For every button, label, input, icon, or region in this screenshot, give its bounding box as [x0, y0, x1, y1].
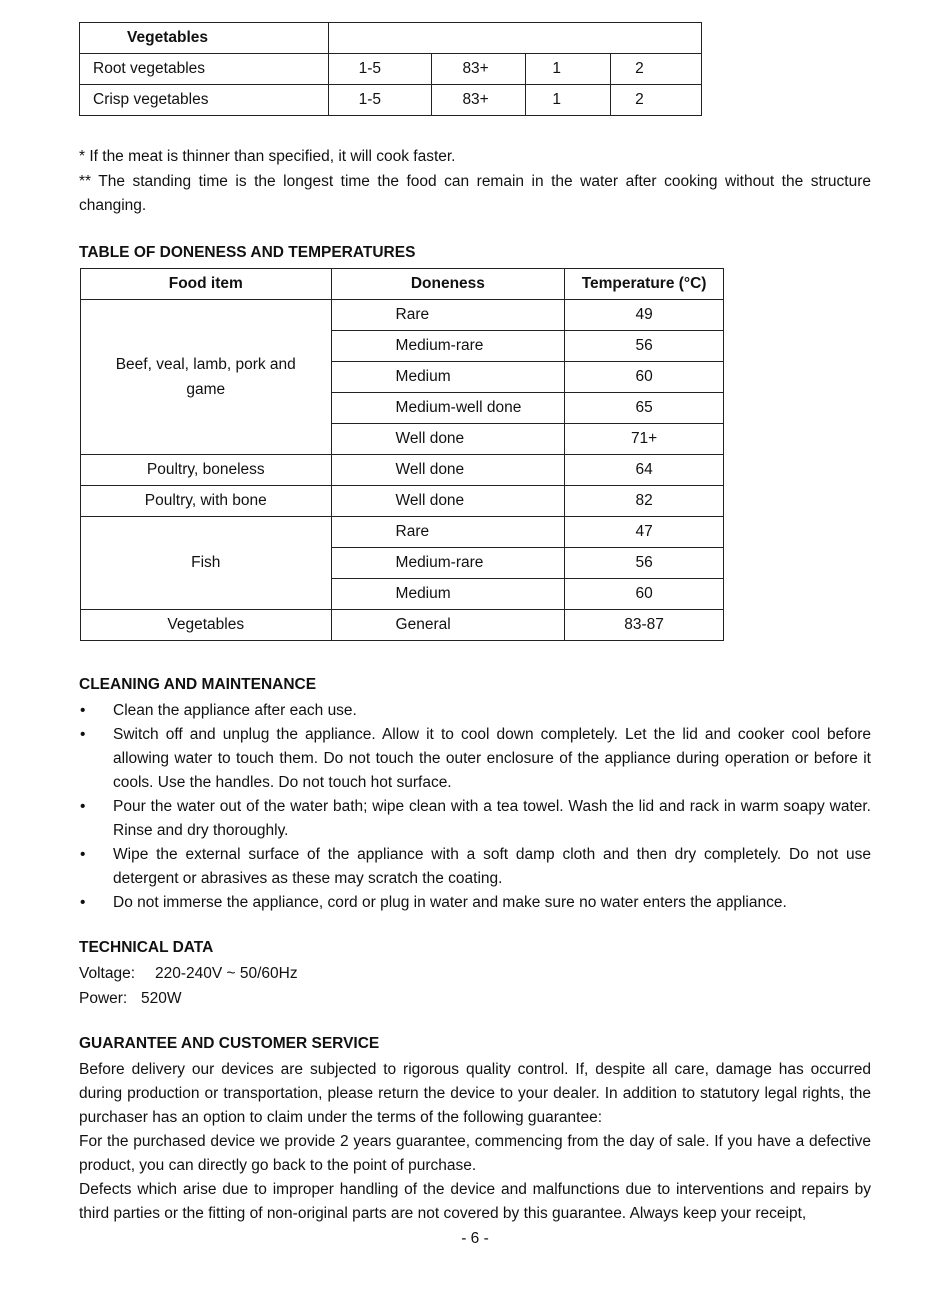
list-item — [79, 795, 871, 843]
header-food-item: Food item — [81, 269, 332, 300]
food-item: Poultry, boneless — [81, 455, 332, 486]
vegetables-header: Vegetables — [80, 23, 329, 54]
cleaning-heading: CLEANING AND MAINTENANCE — [79, 676, 317, 693]
doneness-cell: Medium — [331, 362, 565, 393]
list-item — [79, 891, 871, 915]
empty-cell — [328, 23, 701, 54]
page-number: - 6 - — [461, 1230, 489, 1247]
guarantee-heading: GUARANTEE AND CUSTOMER SERVICE — [79, 1035, 380, 1052]
table-row — [81, 300, 724, 331]
list-item — [79, 843, 871, 891]
cell: 83+ — [432, 85, 526, 116]
power-label: Power: — [79, 989, 128, 1007]
list-item-text: Pour the water out of the water bath; wipe clean with a tea towel. Wash the lid and rack in warm soapy water. Rinse and dry thoroughly. — [113, 798, 871, 839]
paragraph: Before delivery our devices are subjected to rigorous quality control. If, despite all care, damage has occurred during production or transportation, please return the device to your dealer. In addition to statutory legal rights, the purchaser has an option to claim under the terms of the following guarantee: — [79, 1061, 871, 1126]
paragraph: Defects which arise due to improper handling of the device and malfunctions due to interventions and repairs by third parties or the fitting of non-original parts are not covered by this guarantee. Always keep your receipt, — [79, 1181, 871, 1222]
food-item: Fish — [81, 517, 332, 610]
food-item: Vegetables — [81, 610, 332, 641]
row-name: Root vegetables — [80, 54, 329, 85]
list-item-text: Switch off and unplug the appliance. Allow it to cool down completely. Let the lid and cooker cool before allowing water to touch them. Do not touch the outer enclosure of the appliance during operation or before it cools. Use the handles. Do not touch hot surface. — [113, 726, 871, 791]
cell: 1 — [526, 85, 611, 116]
cell: 1 — [526, 54, 611, 85]
table-header-row — [81, 269, 724, 300]
technical-heading: TECHNICAL DATA — [79, 939, 214, 956]
technical-data — [79, 962, 298, 1011]
list-item-text: Clean the appliance after each use. — [113, 702, 357, 719]
doneness-cell: Well done — [331, 424, 565, 455]
doneness-heading: TABLE OF DONENESS AND TEMPERATURES — [79, 244, 416, 261]
doneness-cell: Well done — [331, 486, 565, 517]
bullet-icon: • — [80, 894, 86, 911]
voltage-label: Voltage: — [79, 965, 136, 982]
list-item — [79, 699, 871, 723]
temperature-cell: 60 — [565, 362, 724, 393]
table-row — [81, 610, 724, 641]
list-item-text: Wipe the external surface of the appliance with a soft damp cloth and then dry completely. Do not use detergent or abrasives as these may scratch the coating. — [113, 846, 871, 887]
header-doneness: Doneness — [331, 269, 565, 300]
food-item: Poultry, with bone — [81, 486, 332, 517]
table-row — [80, 54, 702, 85]
footnote-1: * If the meat is thinner than specified, it will cook faster. — [79, 148, 456, 165]
temperature-cell: 56 — [565, 548, 724, 579]
temperature-cell: 83-87 — [565, 610, 724, 641]
temperature-cell: 71+ — [565, 424, 724, 455]
bullet-icon: • — [80, 846, 86, 863]
list-item-text: Do not immerse the appliance, cord or plug in water and make sure no water enters the appliance. — [113, 894, 787, 911]
table-row — [81, 455, 724, 486]
doneness-cell: Medium-rare — [331, 548, 565, 579]
header-temperature: Temperature (°C) — [565, 269, 724, 300]
bullet-icon: • — [80, 726, 86, 743]
paragraph: For the purchased device we provide 2 years guarantee, commencing from the day of sale. If you have a defective product, you can directly go back to the point of purchase. — [79, 1133, 871, 1174]
power-value: 520W — [141, 989, 182, 1007]
temperature-cell: 47 — [565, 517, 724, 548]
footnote-2: ** The standing time is the longest time the food can remain in the water after cooking without the structure changing. — [79, 172, 871, 214]
footnotes — [79, 145, 871, 219]
table-row — [80, 85, 702, 116]
temperature-cell: 65 — [565, 393, 724, 424]
table-row — [80, 23, 702, 54]
table-row — [81, 486, 724, 517]
doneness-table — [80, 268, 724, 641]
voltage-line — [79, 962, 298, 987]
temperature-cell: 60 — [565, 579, 724, 610]
cleaning-list — [79, 699, 871, 915]
vegetables-cooking-table — [79, 22, 702, 116]
list-item — [79, 723, 871, 795]
bullet-icon: • — [80, 798, 86, 815]
temperature-cell: 64 — [565, 455, 724, 486]
cell: 1-5 — [328, 54, 432, 85]
table-row — [81, 517, 724, 548]
voltage-value: 220-240V ~ 50/60Hz — [155, 965, 298, 982]
food-item: Beef, veal, lamb, pork and game — [81, 300, 332, 455]
doneness-cell: Rare — [331, 517, 565, 548]
doneness-cell: Medium-well done — [331, 393, 565, 424]
cell: 2 — [611, 85, 702, 116]
temperature-cell: 56 — [565, 331, 724, 362]
cell: 83+ — [432, 54, 526, 85]
temperature-cell: 49 — [565, 300, 724, 331]
cell: 2 — [611, 54, 702, 85]
doneness-cell: Medium — [331, 579, 565, 610]
guarantee-text — [79, 1058, 871, 1226]
doneness-cell: Well done — [331, 455, 565, 486]
doneness-cell: General — [331, 610, 565, 641]
row-name: Crisp vegetables — [80, 85, 329, 116]
temperature-cell: 82 — [565, 486, 724, 517]
doneness-cell: Medium-rare — [331, 331, 565, 362]
power-line — [79, 987, 298, 1012]
cell: 1-5 — [328, 85, 432, 116]
doneness-cell: Rare — [331, 300, 565, 331]
bullet-icon: • — [80, 702, 86, 719]
